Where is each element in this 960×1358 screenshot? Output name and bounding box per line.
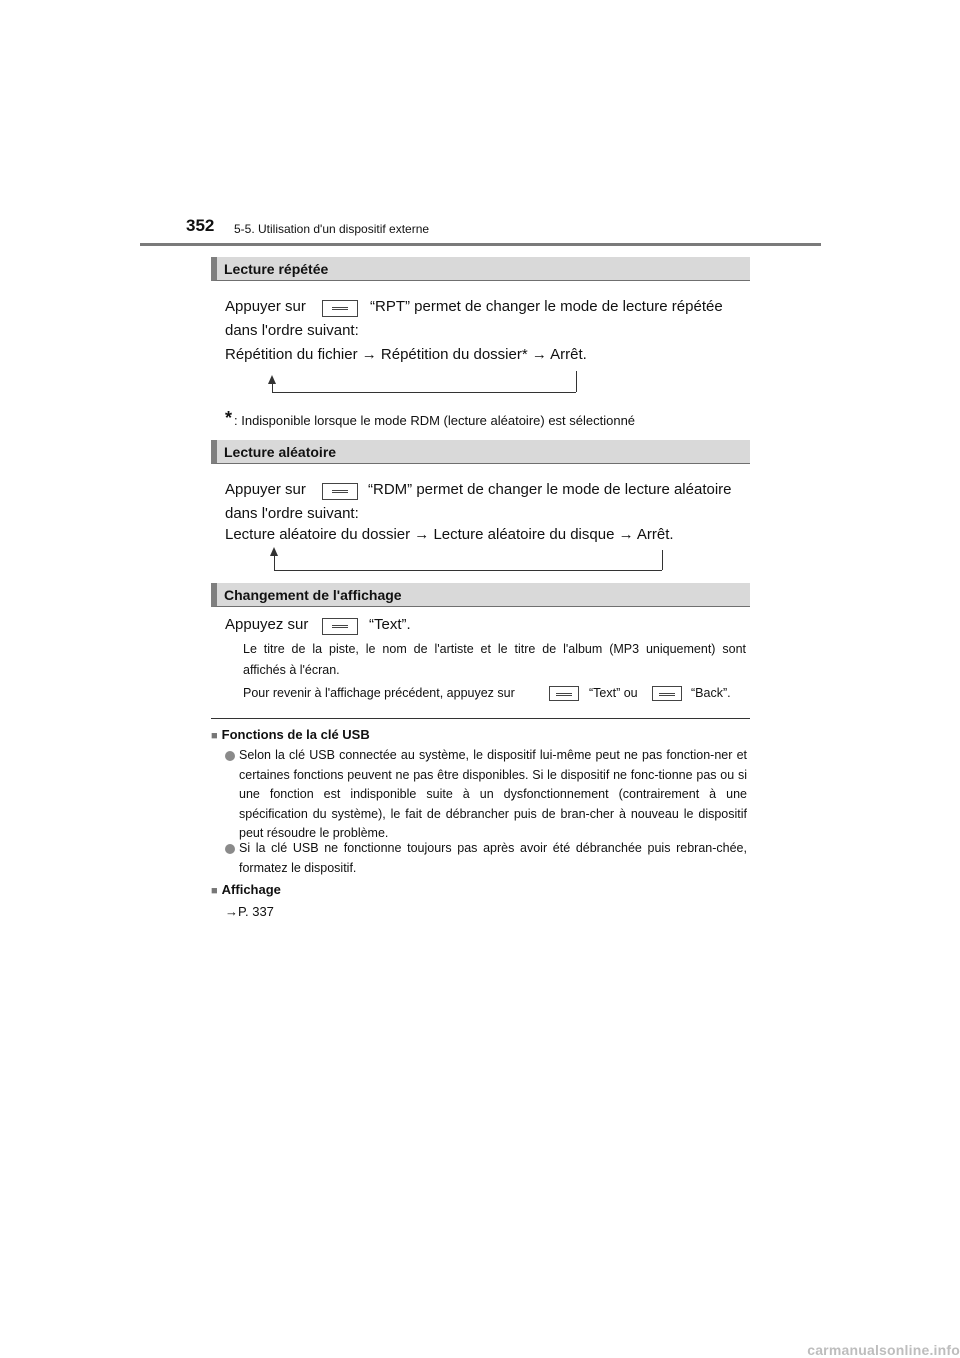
section-title-random: Lecture aléatoire [224,444,337,460]
display-back-pre: Pour revenir à l'affichage précédent, appuyez sur [243,686,515,700]
section-header-repeat [211,257,750,281]
section-header-display [211,583,750,607]
display-desc-line1: Le titre de la piste, le nom de l'artiste et le titre de l'album (MP3 uniquement) sont [243,642,746,656]
section-title-display: Changement de l'affichage [224,587,402,603]
round-bullet-icon [225,844,235,854]
footnote-mark: * [225,408,233,428]
usb-bullet-1: Selon la clé USB connectée au système, le dispositif lui-même peut ne pas fonction-ner et certaines fonctions peuvent ne pas être disponibles. Si le dispositif ne fonc-tionne pas ou si une fonction est indisponible suite à un dysfonctionnement (contrairement à une spécification du système), le fait de débrancher puis de bran-cher à nouveau le dispositif peut résoudre le problème. [239,748,747,840]
section-title-repeat: Lecture répétée [224,261,329,277]
repeat-line1-pre: Appuyer sur [225,298,306,315]
notes-rule [211,718,750,719]
rdm-button-icon [322,483,358,500]
random-line1-pre: Appuyer sur [225,481,306,498]
loop-line-bottom [272,392,576,393]
display-back-post: “Back”. [691,686,731,700]
watermark: carmanualsonline.info [807,1342,960,1358]
text-button-icon [549,686,579,701]
header-rule [140,243,821,246]
note-heading-display [211,882,281,897]
display-page-ref[interactable]: →P. 337 [225,904,274,919]
round-bullet-icon [225,751,235,761]
display-line1-post: “Text”. [369,616,411,633]
loop-line-left [274,555,275,570]
square-bullet-icon: ■ [211,730,218,742]
usb-bullet-2: Si la clé USB ne fonctionne toujours pas après avoir été débranchée puis rebran-chée, formatez le dispositif. [239,841,747,875]
loop-line-right [662,550,663,570]
repeat-line2: dans l'ordre suivant: [225,322,359,339]
loop-line-right [576,371,577,392]
display-desc-line2: affichés à l'écran. [243,663,340,677]
back-button-icon [652,686,682,701]
repeat-sequence: Répétition du fichier → Répétition du dossier* → Arrêt. [225,346,587,363]
display-line1-pre: Appuyez sur [225,616,309,633]
display-back-mid: “Text” ou [589,686,638,700]
repeat-line1-post: “RPT” permet de changer le mode de lecture répétée [370,298,723,315]
section-header-random [211,440,750,464]
note-title-display: Affichage [221,882,281,897]
page-number: 352 [186,216,215,235]
text-button-icon [322,618,358,635]
note-title-usb: Fonctions de la clé USB [221,727,370,742]
rpt-button-icon [322,300,358,317]
footnote-text: : Indisponible lorsque le mode RDM (lecture aléatoire) est sélectionné [234,413,636,428]
random-line2: dans l'ordre suivant: [225,505,359,522]
note-heading-usb [211,727,370,742]
section-path: 5-5. Utilisation d'un dispositif externe [234,222,430,236]
square-bullet-icon: ■ [211,885,218,897]
loop-line-left [272,382,273,392]
random-sequence: Lecture aléatoire du dossier → Lecture aléatoire du disque → Arrêt. [225,526,674,543]
random-line1-post: “RDM” permet de changer le mode de lecture aléatoire [368,481,732,498]
loop-line-bottom [274,570,662,571]
